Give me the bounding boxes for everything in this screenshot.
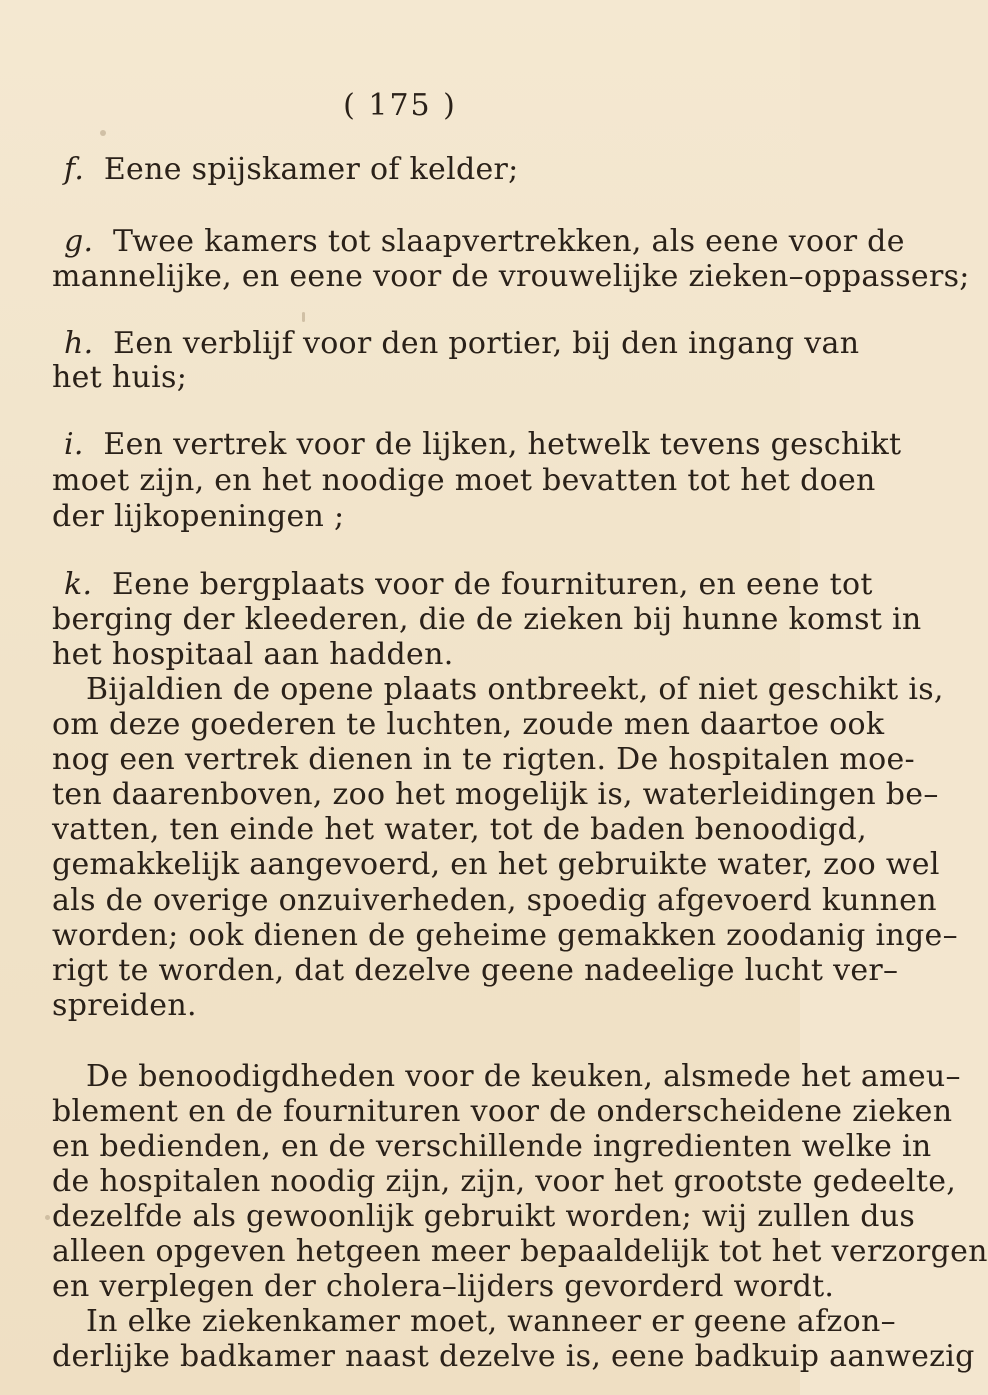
item-g-label: g.: [64, 224, 94, 259]
item-k-label: k.: [64, 567, 93, 602]
item-i-line-2: moet zijn, en het noodige moet bevatten tot het doen: [52, 463, 876, 498]
paragraph-2-line-1: De benoodigdheden voor de keuken, alsmede het ameu–: [86, 1059, 961, 1094]
paragraph-1-line-3: nog een vertrek dienen in te rigten. De hospitalen moe-: [52, 742, 915, 777]
item-i-line-3: der lijkopeningen ;: [52, 499, 345, 534]
paragraph-1-line-4: ten daarenboven, zoo het mogelijk is, waterleidingen be–: [52, 777, 939, 812]
paragraph-2-line-2: blement en de fournituren voor de onderscheidene zieken: [52, 1094, 953, 1129]
item-h-line-2: het huis;: [52, 360, 188, 395]
item-f-line-1: f. Eene spijskamer of kelder;: [64, 152, 519, 187]
paragraph-2-line-6: alleen opgeven hetgeen meer bepaaldelijk tot het verzorgen: [52, 1234, 988, 1269]
paragraph-1-line-10: spreiden.: [52, 988, 197, 1023]
paragraph-1-line-9: rigt te worden, dat dezelve geene nadeelige lucht ver–: [52, 953, 899, 988]
paragraph-1-line-5: vatten, ten einde het water, tot de baden benoodigd,: [52, 812, 867, 847]
item-f-label: f.: [64, 152, 85, 187]
paragraph-3-line-1: In elke ziekenkamer moet, wanneer er geene afzon–: [86, 1304, 896, 1339]
item-h-label: h.: [64, 326, 94, 361]
paragraph-1-line-6: gemakkelijk aangevoerd, en het gebruikte water, zoo wel: [52, 847, 940, 882]
item-g-line-1: g. Twee kamers tot slaapvertrekken, als eene voor de: [64, 224, 905, 259]
paragraph-2-line-3: en bedienden, en de verschillende ingredienten welke in: [52, 1129, 932, 1164]
paragraph-2-line-7: en verplegen der cholera–lijders gevorderd wordt.: [52, 1269, 835, 1304]
paragraph-3-line-2: derlijke badkamer naast dezelve is, eene badkuip aanwezig: [52, 1339, 975, 1374]
item-k-line-1: k. Eene bergplaats voor de fournituren, en eene tot: [64, 567, 873, 602]
item-i-line-1: i. Een vertrek voor de lijken, hetwelk tevens geschikt: [64, 427, 902, 462]
item-h-line-1: h. Een verblijf voor den portier, bij den ingang van: [64, 326, 860, 361]
paragraph-1-line-2: om deze goederen te luchten, zoude men daartoe ook: [52, 707, 885, 742]
item-i-label: i.: [64, 427, 84, 462]
page-number: ( 175 ): [343, 88, 457, 123]
paragraph-1-line-1: Bijaldien de opene plaats ontbreekt, of niet geschikt is,: [86, 672, 944, 707]
paragraph-2-line-4: de hospitalen noodig zijn, zijn, voor het grootste gedeelte,: [52, 1164, 957, 1199]
item-g-line-2: mannelijke, en eene voor de vrouwelijke zieken–oppassers;: [52, 259, 970, 294]
paragraph-2-line-5: dezelfde als gewoonlijk gebruikt worden; wij zullen dus: [52, 1199, 916, 1234]
paragraph-1-line-8: worden; ook dienen de geheime gemakken zoodanig inge–: [52, 918, 958, 953]
item-k-line-2: berging der kleederen, die de zieken bij hunne komst in: [52, 602, 922, 637]
paragraph-1-line-7: als de overige onzuiverheden, spoedig afgevoerd kunnen: [52, 883, 937, 918]
item-k-line-3: het hospitaal aan hadden.: [52, 637, 454, 672]
